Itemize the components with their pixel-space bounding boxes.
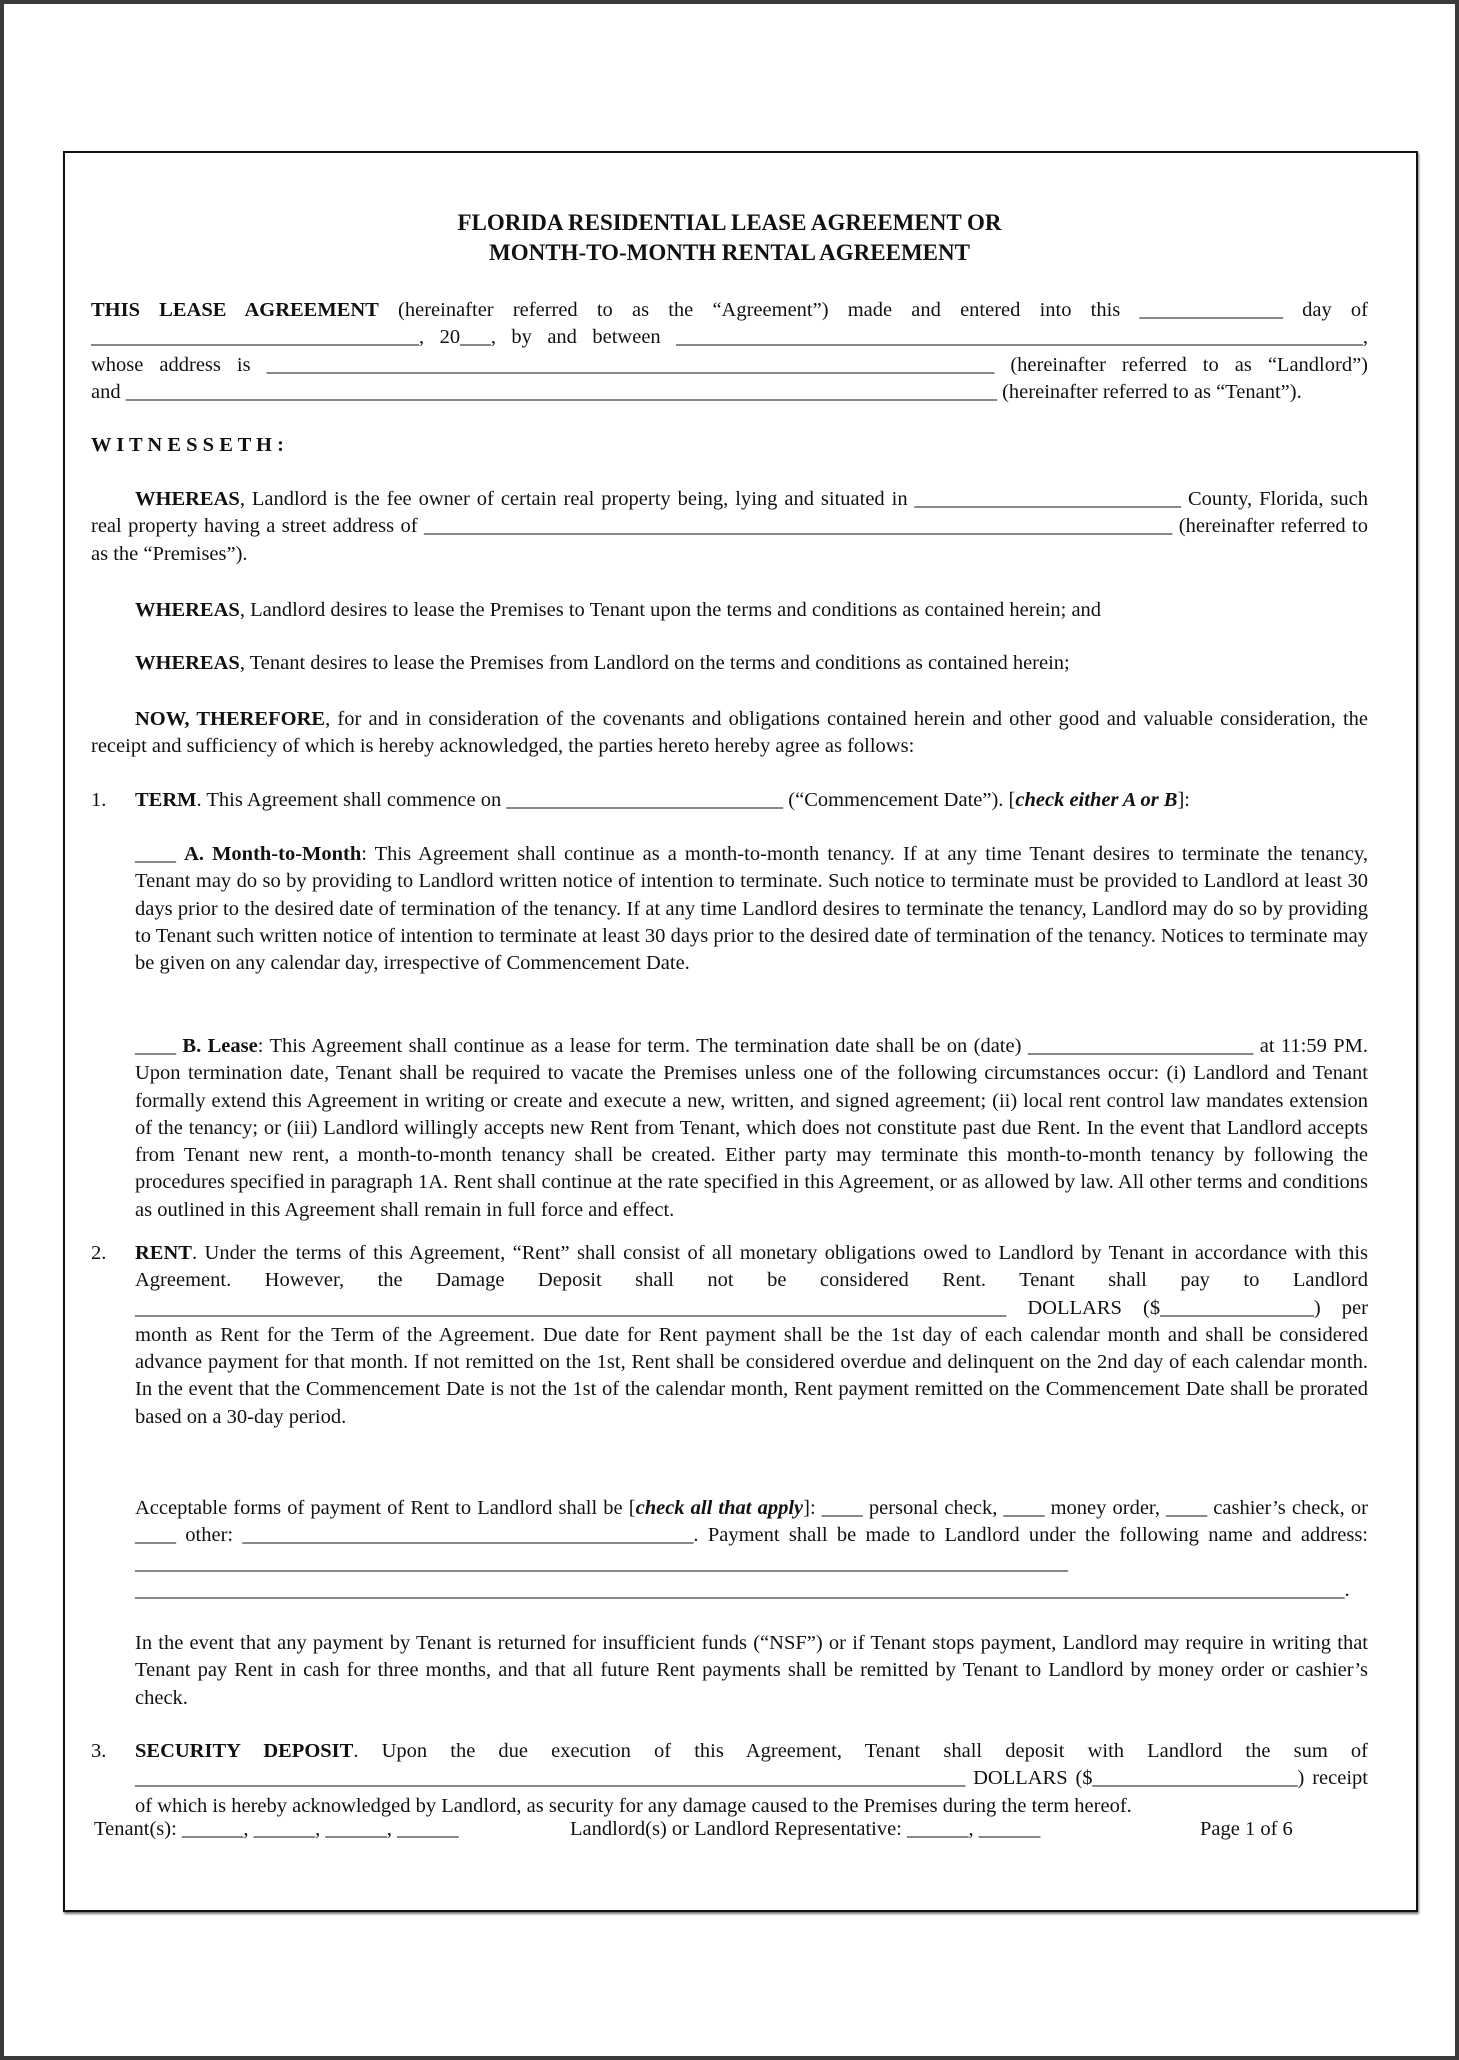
title-line-2: MONTH-TO-MONTH RENTAL AGREEMENT [489,240,970,265]
section-heading: TERM [135,789,197,811]
payment-instruction: check all that apply [635,1497,804,1519]
intro-paragraph [91,297,1368,406]
section-security-deposit [135,1738,1368,1820]
intro-line-2: ________________________________, 20___, by and between ___________________________________________________________________, [91,326,1368,349]
landlord-initials: Landlord(s) or Landlord Representative: ______, ______ [570,1818,1041,1840]
checkbox-blank[interactable]: ____ [135,1035,183,1057]
payment-text-end: ]: ____ personal check, ____ money order, ____ cashier’s check, or ____ other: ____________________________________________. Payment shall be made to Landlord under the following name and address: ___________________________________________________________________________________________ ______________________________________________________________________________________________________________________. [135,1497,1368,1601]
section-heading: RENT [135,1242,192,1264]
section-instruction: check either A or B [1015,789,1178,811]
section-term [135,787,1368,814]
payment-text: Acceptable forms of payment of Rent to Landlord shall be [ [135,1497,636,1519]
option-heading: B. Lease [182,1035,258,1057]
payment-forms-paragraph [135,1495,1368,1604]
whereas-paragraph-1 [91,486,1368,568]
option-text: : This Agreement shall continue as a month-to-month tenancy. If at any time Tenant desires to terminate the tenancy, Tenant may do so by providing to Landlord written notice of intention to terminate. Such notice to terminate must be provided to Landlord at least 30 days prior to the desired date of termination of the tenancy. If at any time Landlord desires to terminate the tenancy, Landlord may do so by providing to Tenant such written notice of intention to terminate at least 30 days prior to the desired date of termination of the tenancy. Notices to terminate may be given on any calendar day, irrespective of Commencement Date. [135,843,1369,975]
whereas-text: , Landlord desires to lease the Premises to Tenant upon the terms and conditions as contained herein; and [239,599,1102,621]
option-heading: A. Month-to-Month [184,843,362,865]
intro-line-3: whose address is _______________________________________________________________________ (hereinafter referred to as “Landlord”) [91,353,1368,376]
whereas-paragraph-2 [91,597,1368,624]
option-text: : This Agreement shall continue as a lease for term. The termination date shall be on (date) ______________________ at 11:59 PM. Upon termination date, Tenant shall be required to vacate the Premises unless one of the following circumstances occur: (i) Landlord and Tenant formally extend this Agreement in writing or create and execute a new, written, and signed agreement; (ii) local rent control law mandates extension of the tenancy; or (iii) Landlord willingly accepts new Rent from Tenant, which does not constitute past due Rent. In the event that Landlord accepts from Tenant new rent, a month-to-month tenancy shall be created. Either party may terminate this month-to-month tenancy by following the procedures specified in paragraph 1A. Rent shall continue at the rate specified in this Agreement, or as allowed by law. All other terms and conditions as outlined in this Agreement shall remain in full force and effect. [135,1035,1369,1221]
section-number: 3. [91,1740,107,1762]
intro-heading: THIS LEASE AGREEMENT [91,299,379,321]
page-number: Page 1 of 6 [1200,1818,1293,1840]
whereas-paragraph-3 [91,650,1368,677]
nsf-paragraph: In the event that any payment by Tenant is returned for insufficient funds (“NSF”) or if Tenant stops payment, Landlord may require in writing that Tenant pay Rent in cash for three months, and that all future Rent payments shall be remitted by Tenant to Landlord by money order or cashier’s check. [135,1632,1368,1709]
whereas-text: , Landlord is the fee owner of certain real property being, lying and situated in __________________________ County, Florida, such real property having a street address of _________________________________________________________________________ (hereinafter referred to as the “Premises”). [91,488,1368,565]
whereas-text: , Tenant desires to lease the Premises from Landlord on the terms and conditions as contained herein; [239,652,1070,674]
section-number: 2. [91,1242,107,1264]
section-number: 1. [91,789,107,811]
section-rent [135,1240,1368,1431]
tenant-initials: Tenant(s): ______, ______, ______, ______ [94,1818,459,1840]
option-lease [135,1033,1368,1224]
section-text: . Under the terms of this Agreement, “Rent” shall consist of all monetary obligations owed to Landlord by Tenant in accordance with this Agreement. However, the Damage Deposit shall not be considered Rent. Tenant shall pay to Landlord _____________________________________________________________________________________ DOLLARS ($_______________) per month as Rent for the Term of the Agreement. Due date for Rent payment shall be the 1st day of each calendar month and shall be considered advance payment for that month. If not remitted on the 1st, Rent shall be considered overdue and delinquent on the 2nd day of each calendar month. In the event that the Commencement Date is not the 1st of the calendar month, Rent payment remitted on the Commencement Date shall be prorated based on a 30-day period. [135,1242,1368,1428]
whereas-label: WHEREAS [135,488,240,510]
section-text-end: ]: [1177,789,1191,811]
section-text: . This Agreement shall commence on ___________________________ (“Commencement Date”). [ [196,789,1016,811]
now-therefore-paragraph [91,706,1368,761]
now-therefore-label: NOW, THEREFORE [135,708,326,730]
intro-line-1: (hereinafter referred to as the “Agreement”) made and entered into this ______________ day of [378,299,1368,321]
now-therefore-text: , for and in consideration of the covenants and obligations contained herein and other good and valuable consideration, the receipt and sufficiency of which is hereby acknowledged, the parties hereto hereby agree as follows: [91,708,1368,758]
whereas-label: WHEREAS [135,599,240,621]
option-month-to-month [135,841,1368,977]
section-heading: SECURITY DEPOSIT [135,1740,354,1762]
witnesseth-heading: W I T N E S S E T H : [91,434,284,456]
title-line-1: FLORIDA RESIDENTIAL LEASE AGREEMENT OR [457,210,1002,235]
document-title [91,208,1368,268]
whereas-label: WHEREAS [135,652,240,674]
checkbox-blank[interactable]: ____ [135,843,185,865]
intro-line-4: and _____________________________________________________________________________________ (hereinafter referred to as “Tenant”). [91,380,1302,403]
section-text: . Upon the due execution of this Agreement, Tenant shall deposit with Landlord the sum of _________________________________________________________________________________ DOLLARS ($____________________) receipt of which is hereby acknowledged by Landlord, as security for any damage caused to the Premises during the term hereof. [135,1740,1368,1817]
